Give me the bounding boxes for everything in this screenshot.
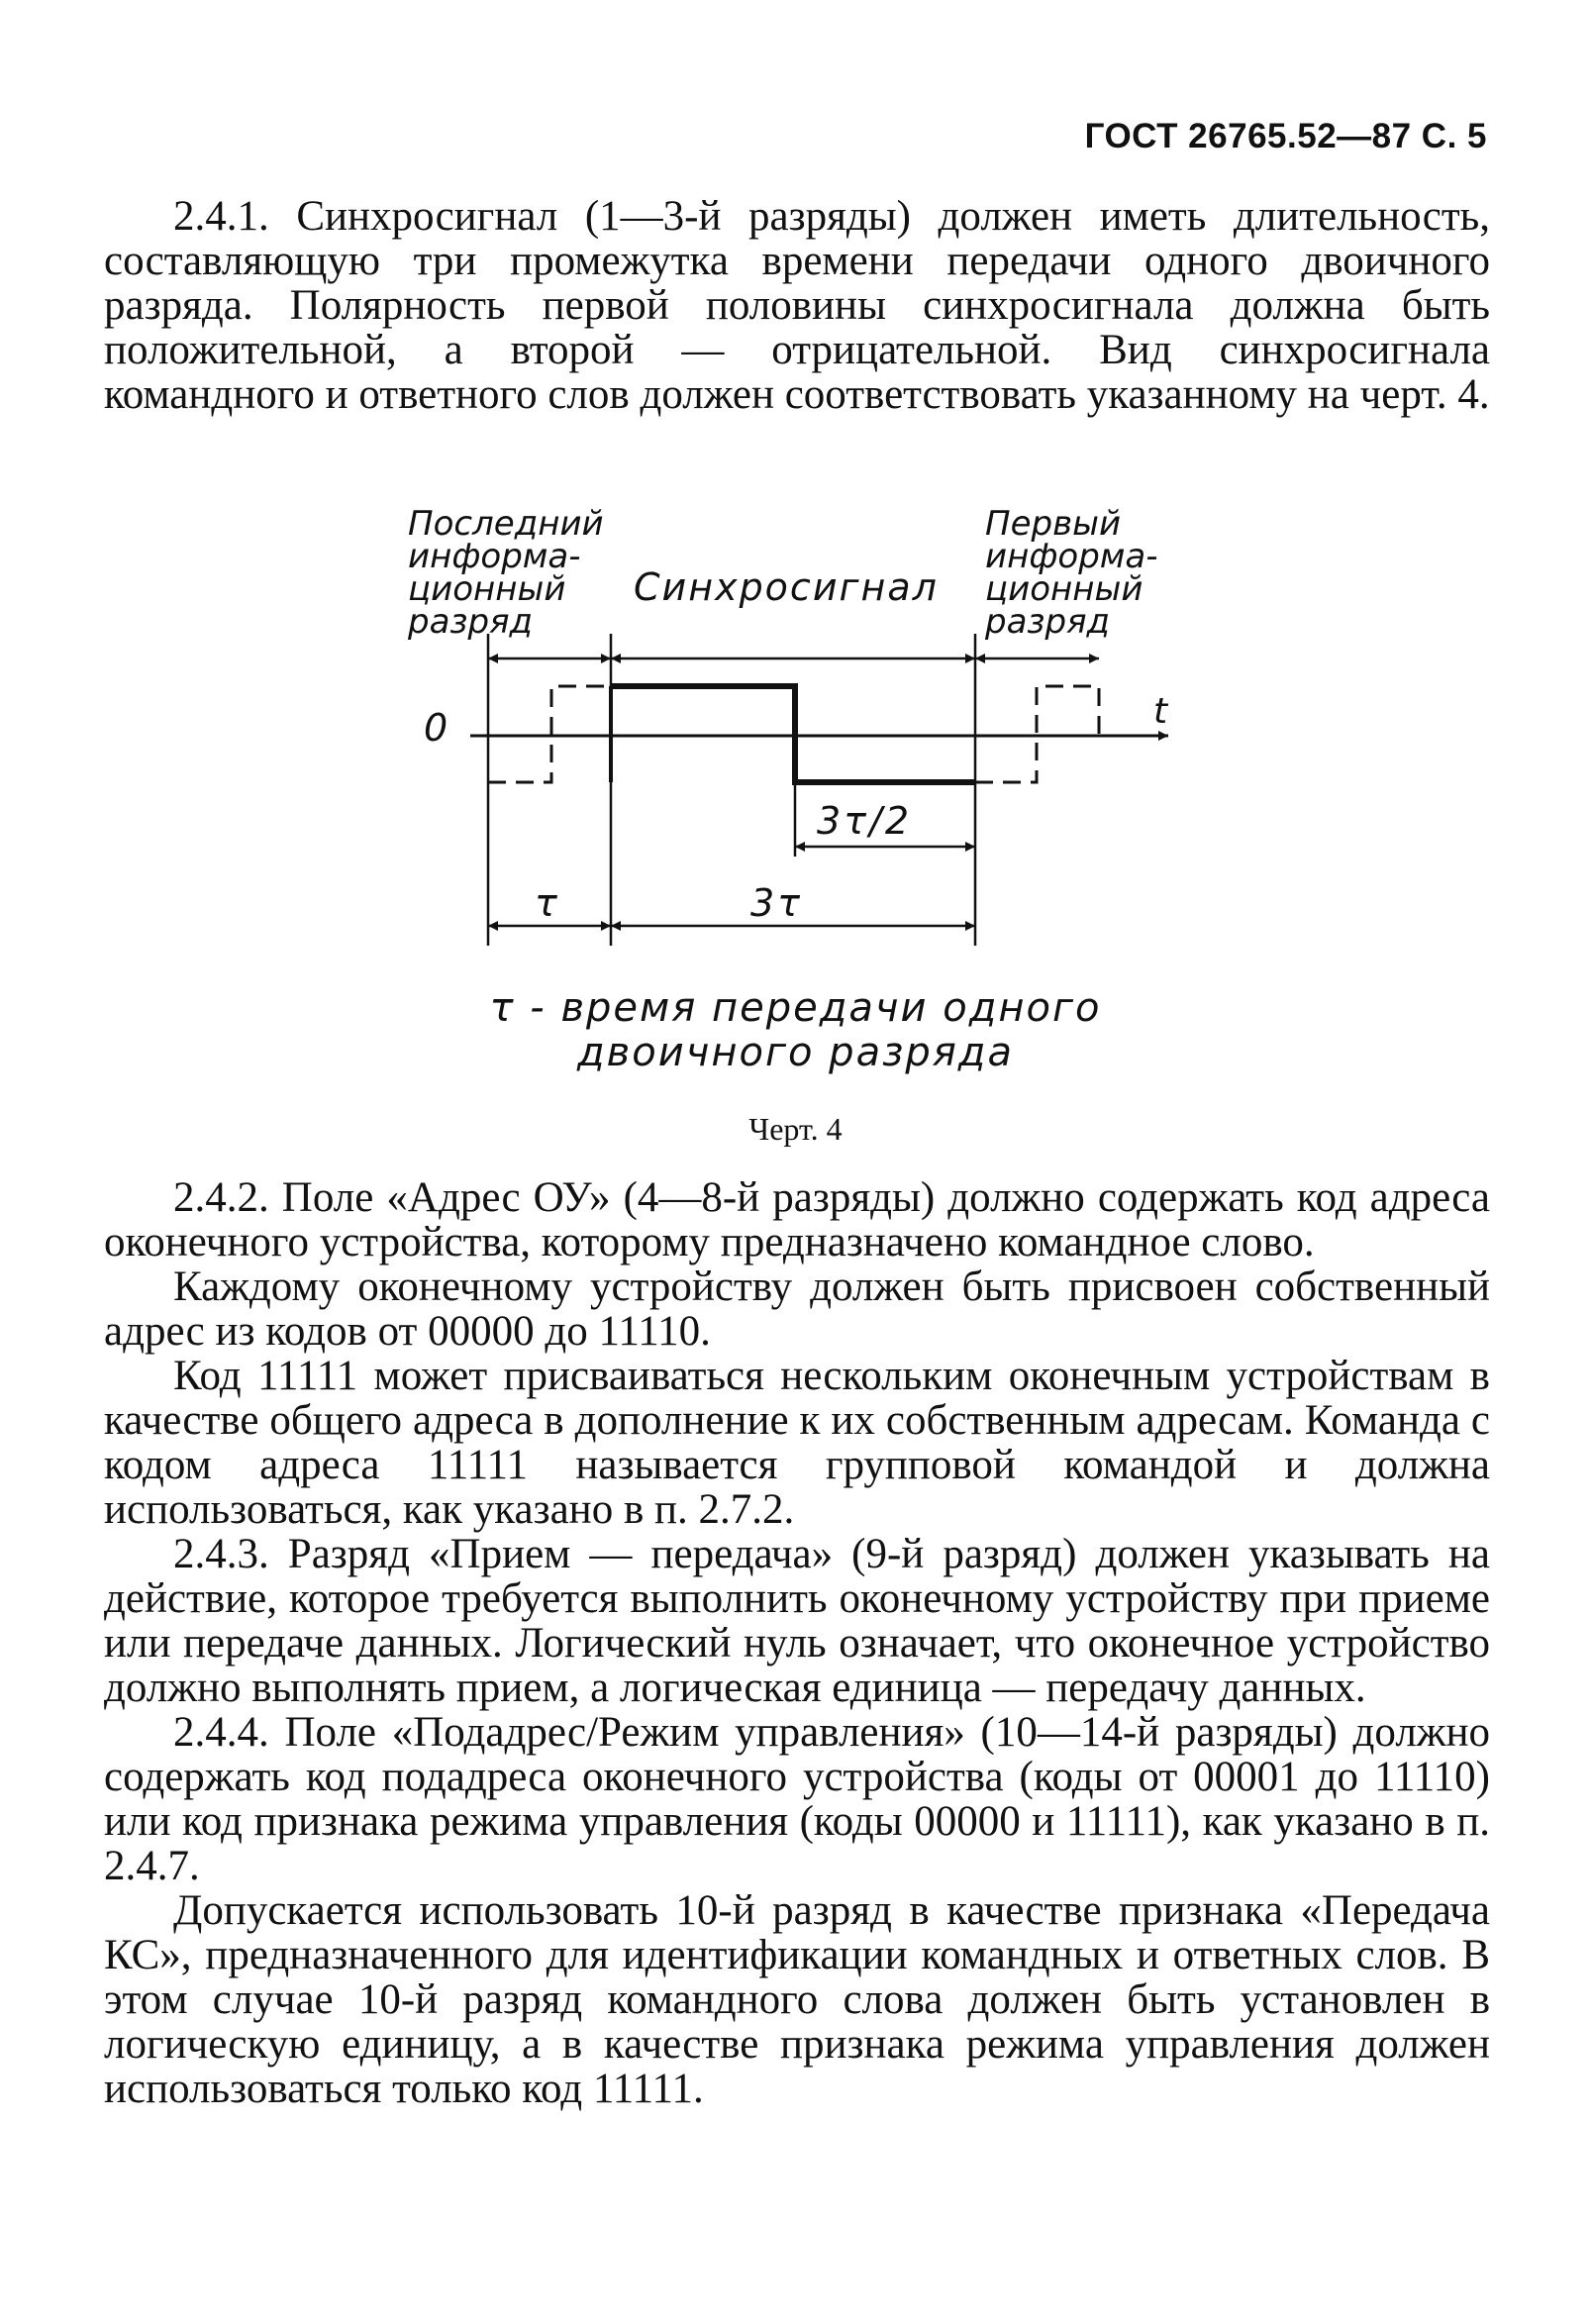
paragraph-2-4-1: 2.4.1. Синхросигнал (1—3-й разряды) должен иметь длительность, составляющую три промежутка времени передачи одного двоичного разряда. Полярность первой половины синхросигнала должна быть положительной, а второй — отрицательной. Вид синхросигнала командного и ответного слов должен соответствовать указанному на черт. 4. [104, 193, 1490, 418]
label-time: t [1153, 691, 1168, 732]
label-first-bit [984, 504, 1158, 642]
paragraph-2-4-2: 2.4.2. Поле «Адрес ОУ» (4—8-й разряды) должно содержать код адреса оконечного устройства, которому предназначено командное слово. [104, 1174, 1490, 1265]
label-first-bit-line-2: информа- [985, 537, 1158, 576]
label-last-bit-line-2: информа- [408, 537, 581, 576]
label-tau: τ [535, 881, 557, 925]
paragraph-group-address: Код 11111 может присваиваться нескольким оконечным устройствам в качестве общего адреса в дополнение к их собственным адресам. Команда с кодом адреса 11111 называется групповой командой и должна использоваться, как указано в п. 2.7.2. [104, 1353, 1490, 1533]
label-last-bit-line-1: Последний [408, 504, 604, 544]
paragraph-unique-address: Каждому оконечному устройству должен быть присвоен собственный адрес из кодов от 00000 до 11110. [104, 1263, 1490, 1355]
label-zero: 0 [424, 706, 448, 750]
label-last-bit-line-4: разряд [408, 602, 534, 642]
label-last-bit [407, 504, 604, 642]
figure-number: Черт. 4 [748, 1111, 843, 1147]
running-head: ГОСТ 26765.52—87 С. 5 [1084, 117, 1487, 155]
label-three-tau: 3τ [750, 881, 804, 925]
label-sync: Синхросигнал [634, 565, 939, 609]
figure-legend-line-2: двоичного разряда [577, 1030, 1014, 1075]
figure-legend-line-1: τ - время передачи одного [489, 985, 1102, 1031]
sections-2-4-2-to-2-4-4 [104, 1175, 1490, 2111]
paragraph-2-4-4: 2.4.4. Поле «Подадрес/Режим управления» (10—14-й разряды) должно содержать код подадреса оконечного устройства (коды от 00001 до 11110) или код признака режима управления (коды 00000 и 11111), как указано в п. 2.4.7. [104, 1709, 1490, 1889]
label-first-bit-line-3: ционный [985, 569, 1144, 609]
label-first-bit-line-4: разряд [985, 602, 1111, 642]
paragraph-transfer-ks: Допускается использовать 10-й разряд в качестве признака «Передача КС», предназначенного для идентификации командных и ответных слов. В этом случае 10-й разряд командного слова должен быть установлен в логическую единицу, а в качестве признака режима управления должен использоваться только код 11111. [104, 1887, 1490, 2112]
paragraph-2-4-3: 2.4.3. Разряд «Прием — передача» (9-й разряд) должен указывать на действие, которое требуется выполнить оконечному устройству при приеме или передаче данных. Логический нуль означает, что оконечное устройство должно выполнять прием, а логическая единица — передачу данных. [104, 1531, 1490, 1711]
label-half: 3τ/2 [817, 799, 913, 843]
label-first-bit-line-1: Первый [985, 504, 1122, 544]
label-last-bit-line-3: ционный [408, 569, 566, 609]
